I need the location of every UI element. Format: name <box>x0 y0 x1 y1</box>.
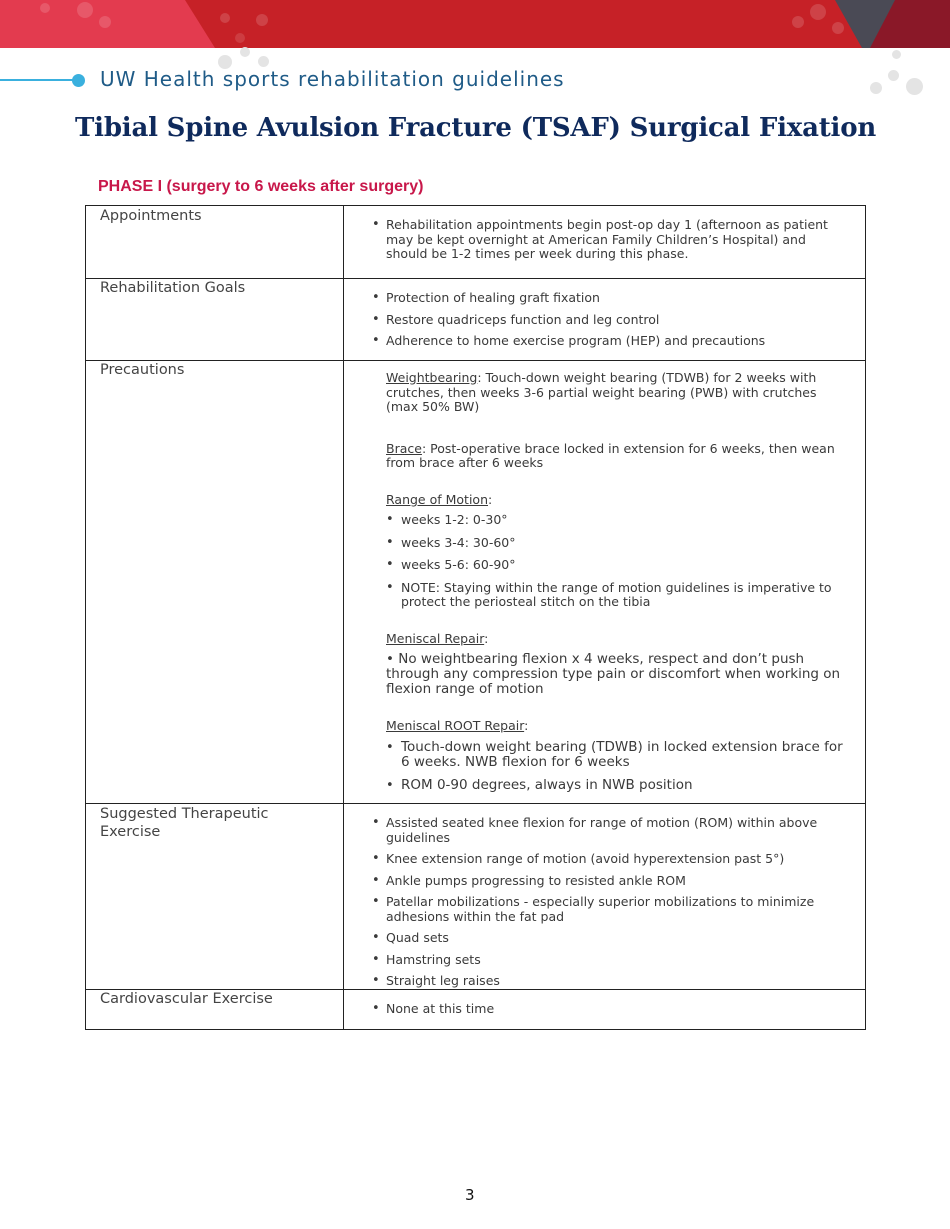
phase-title: PHASE I (surgery to 6 weeks after surgery) <box>98 178 424 195</box>
list-item: • Assisted seated knee flexion for range of motion (ROM) within above guidelines <box>372 816 847 845</box>
detail-cell <box>344 206 866 279</box>
detail-cell <box>344 804 866 990</box>
goals-list <box>372 291 847 349</box>
category-cell <box>86 361 344 804</box>
rom-list <box>386 513 847 610</box>
weightbearing-heading: Weightbearing <box>386 370 478 385</box>
rom-suffix: : <box>488 491 493 507</box>
list-item: • weeks 1-2: 0-30° <box>386 513 847 528</box>
decor-hex <box>892 50 901 59</box>
cardio-list <box>372 1002 847 1017</box>
meniscal-repair-text: • No weightbearing flexion x 4 weeks, respect and don’t push through any compression type pain or discomfort when working on flexion range of motion <box>386 651 841 697</box>
therapeutic-list <box>372 816 847 989</box>
detail-cell <box>344 990 866 1030</box>
weightbearing-block <box>372 371 847 415</box>
category-label: Suggested Therapeutic Exercise <box>100 806 269 840</box>
decor-hex <box>258 56 269 67</box>
list-item: • Rehabilitation appointments begin post-op day 1 (afternoon as patient may be kept overnight at American Family Children’s Hospital) and should be 1-2 times per week during this phase. <box>372 218 847 262</box>
list-item: • Straight leg raises <box>372 974 847 989</box>
category-label: Precautions <box>100 362 185 378</box>
list-item: • Touch-down weight bearing (TDWB) in locked extension brace for 6 weeks. NWB flexion for 6 weeks <box>386 740 847 770</box>
list-item: • ROM 0-90 degrees, always in NWB position <box>386 778 847 793</box>
detail-cell <box>344 279 866 361</box>
brace-text: : Post-operative brace locked in extension for 6 weeks, then wean from brace after 6 weeks <box>386 440 835 470</box>
table-row-appointments <box>86 206 866 279</box>
header-accent-line <box>0 79 76 81</box>
category-label: Cardiovascular Exercise <box>100 991 273 1007</box>
header-banner <box>0 0 950 48</box>
category-cell <box>86 804 344 990</box>
series-title: UW Health sports rehabilitation guidelines <box>100 67 565 91</box>
table-row-goals <box>86 279 866 361</box>
rom-block <box>372 493 847 610</box>
list-item: • Restore quadriceps function and leg control <box>372 313 847 328</box>
list-item: • NOTE: Staying within the range of motion guidelines is imperative to protect the periosteal stitch on the tibia <box>386 581 847 610</box>
brace-block <box>372 442 847 471</box>
category-cell <box>86 990 344 1030</box>
banner-graphic <box>0 0 950 48</box>
list-item: • Patellar mobilizations - especially superior mobilizations to minimize adhesions within the fat pad <box>372 895 847 924</box>
meniscal-root-block <box>372 719 847 793</box>
meniscal-root-heading: Meniscal ROOT Repair <box>386 718 525 733</box>
guidelines-table <box>85 205 866 1030</box>
list-item: • Protection of healing graft fixation <box>372 291 847 306</box>
rom-heading: Range of Motion <box>386 491 488 507</box>
detail-cell <box>344 361 866 804</box>
list-item: • Knee extension range of motion (avoid hyperextension past 5°) <box>372 852 847 867</box>
meniscal-root-suffix: : <box>524 718 529 733</box>
meniscal-repair-block <box>372 632 847 698</box>
list-item: • Quad sets <box>372 931 847 946</box>
meniscal-root-list <box>386 740 847 793</box>
decor-hex <box>906 78 923 95</box>
header-accent-dot <box>72 74 85 87</box>
page-number: 3 <box>465 1186 475 1204</box>
list-item: • Ankle pumps progressing to resisted ankle ROM <box>372 874 847 889</box>
meniscal-repair-suffix: : <box>484 630 489 646</box>
category-cell <box>86 206 344 279</box>
list-item: • weeks 5-6: 60-90° <box>386 558 847 573</box>
category-label: Rehabilitation Goals <box>100 280 246 296</box>
decor-hex <box>888 70 899 81</box>
table-row-therapeutic <box>86 804 866 990</box>
table-row-cardio <box>86 990 866 1030</box>
appointments-list <box>372 218 847 262</box>
table-row-precautions <box>86 361 866 804</box>
category-cell <box>86 279 344 361</box>
decor-hex <box>870 82 882 94</box>
list-item: • Adherence to home exercise program (HEP) and precautions <box>372 334 847 349</box>
brace-heading: Brace <box>386 440 422 456</box>
decor-hex <box>240 47 250 57</box>
document-title: Tibial Spine Avulsion Fracture (TSAF) Surgical Fixation <box>75 113 877 143</box>
category-label: Appointments <box>100 208 202 224</box>
list-item: • Hamstring sets <box>372 953 847 968</box>
weightbearing-text: : Touch-down weight bearing (TDWB) for 2 weeks with crutches, then weeks 3-6 partial weight bearing (PWB) with crutches (max 50% BW) <box>386 370 817 414</box>
list-item: • None at this time <box>372 1002 847 1017</box>
meniscal-repair-heading: Meniscal Repair <box>386 630 485 646</box>
list-item: • weeks 3-4: 30-60° <box>386 536 847 551</box>
